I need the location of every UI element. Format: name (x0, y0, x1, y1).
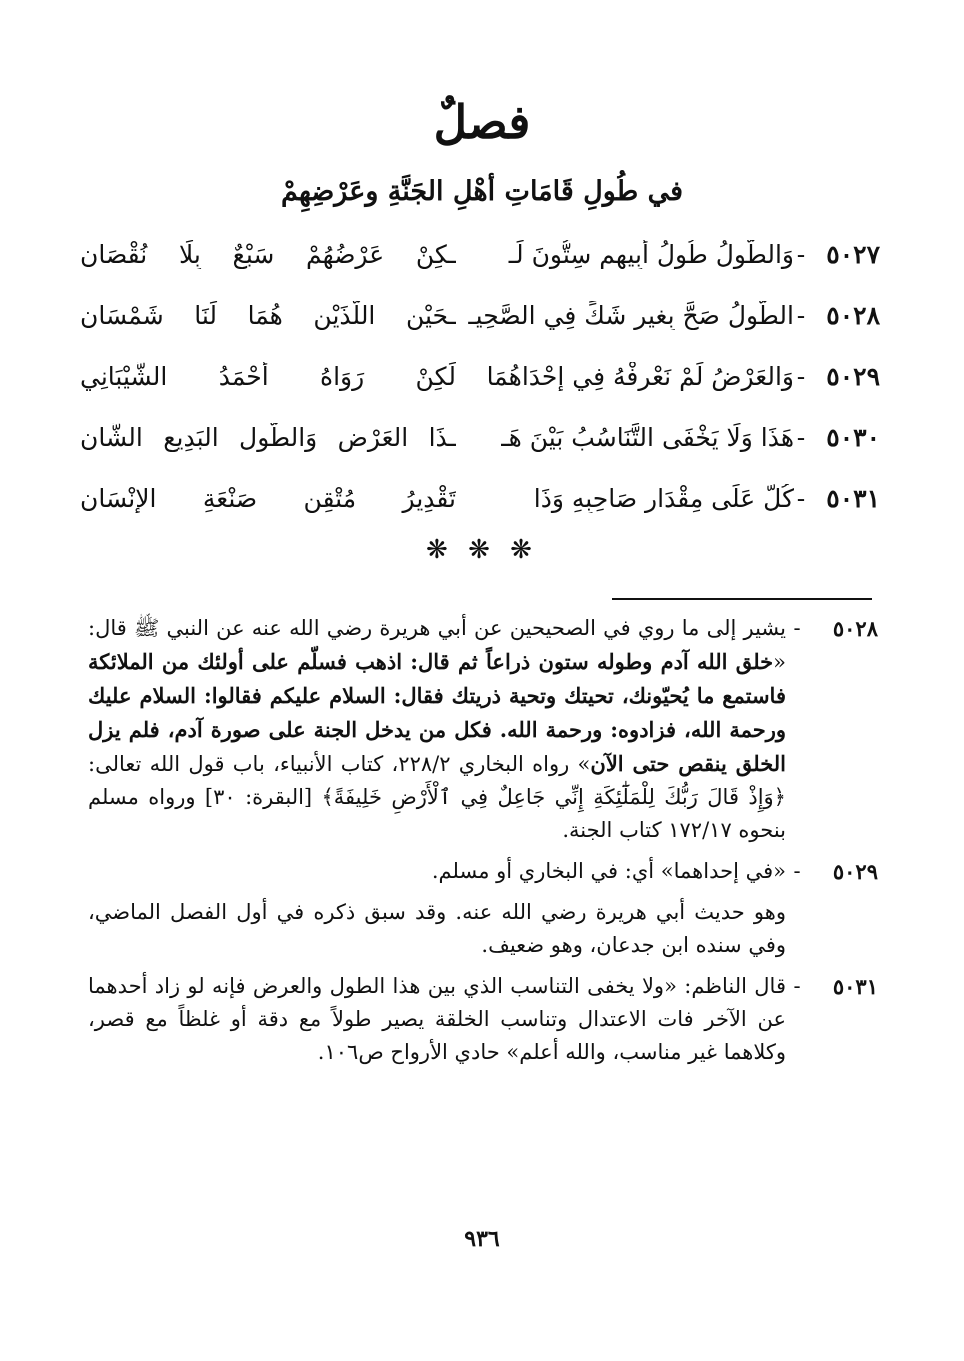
verse-first-hemistich: كُلٌّ عَلَى مِقْدَارِ صَاحِبِهِ وَذَا (533, 484, 794, 513)
verse-dash: - (796, 423, 806, 452)
verse-dash: - (796, 484, 806, 513)
footnote-item (88, 612, 878, 847)
verse-dash: - (796, 240, 806, 269)
section-separator: ❋ ❋ ❋ (426, 535, 538, 565)
verse-line (80, 224, 880, 285)
verse-dash: - (796, 362, 806, 391)
footnote-body (88, 612, 786, 847)
verse-line (80, 407, 880, 468)
section-heading: فصلٌ (433, 95, 531, 149)
verse-number: ٥٠٢٩ (826, 362, 880, 391)
footnote-intro: يشير إلى ما روي في الصحيحين عن أبي هريرة رضي الله عنه عن النبي ﷺ قال: « (88, 616, 786, 674)
verse-number: ٥٠٣٠ (826, 423, 880, 452)
verse-dash: - (796, 301, 806, 330)
verse-second-hemistich: ـكِنْ عَرْضُهُمْ سَبْعٌ بِلَا نُقْصَانِ (80, 240, 456, 269)
chapter-title: في طُولِ قَامَاتِ أهْلِ الجَنَّةِ وعَرْضِهِمْ (280, 176, 684, 207)
footnote-dash: - (793, 859, 801, 883)
verse-second-hemistich: لَكِنْ رَوَاهُ أَحْمَدُ الشَّيْبَانِي (80, 362, 456, 391)
verse-number: ٥٠٣١ (826, 484, 880, 513)
footnote-dash: - (793, 974, 801, 998)
footnote-number: ٥٠٢٩ (832, 859, 878, 884)
verse-first-hemistich: الطُّولُ صَحَّ بِغيرِ شَكٍّ فِي الصَّحِيـ (468, 301, 794, 330)
footnote-item (88, 970, 878, 1069)
verse-first-hemistich: وَالعَرْضُ لَمْ نَعْرِفْهُ فِي إِحْدَاهُمَا (486, 362, 794, 391)
footnote-number: ٥٠٣١ (832, 974, 878, 999)
verse-second-hemistich: ـذَا العَرْضِ وَالطُّولِ البَدِيعِ الشَّانِ (80, 423, 456, 452)
verse-second-hemistich: تَقْدِيرُ مُتْقِنِ صَنْعَةِ الإِنْسَانِ (80, 484, 456, 513)
footnote-divider (612, 598, 872, 600)
footnotes (88, 612, 878, 1077)
verse-first-hemistich: هَذَا وَلَا يَخْفَى التَّنَاسُبُ بَيْنَ هَـ (501, 423, 794, 452)
footnote-reference: » رواه البخاري ٢٢٨/٢، كتاب الأنبياء، باب قول الله تعالى: ﴿وَإِذْ قَالَ رَبُّكَ لِلْمَلَٰٓئِكَةِ إِنِّي جَاعِلٌ فِي ٱلْأَرْضِ خَلِيفَةً﴾ [البقرة: ٣٠] ورواه مسلم بنحوه ١٧٢/١٧ كتاب الجنة. (88, 752, 786, 842)
verse-line (80, 468, 880, 529)
verse-first-hemistich: وَالطُّولُ طُولُ أَبِيهِمِ سِتُّونَ لَـ (508, 240, 794, 269)
footnote-body: «في إحداهما» أي: في البخاري أو مسلم. (431, 859, 786, 883)
verse-second-hemistich: ـحَيْنِ اللَّذَيْنِ هُمَا لَنَا شَمْسَانِ (80, 301, 456, 330)
page-number: ٩٣٦ (464, 1226, 500, 1252)
footnote-body: قال الناظم: «ولا يخفى التناسب الذي بين هذا الطول والعرض فإنه لو زاد أحدهما عن الآخر فات الاعتدال وتناسب الخلقة يصير طولاً مع دقة أو غلظاً مع قصر، وكلاهما غير مناسب، والله أعلم» حادي الأرواح ص١٠٦. (88, 974, 786, 1064)
footnote-continuation: وهو حديث أبي هريرة رضي الله عنه. وقد سبق ذكره في أول الفصل الماضي، وفي سنده ابن جدعان، وهو ضعيف. (88, 900, 786, 957)
verse-line (80, 285, 880, 346)
poem-verses (80, 224, 880, 529)
verse-number: ٥٠٢٧ (826, 240, 880, 269)
verse-line (80, 346, 880, 407)
footnote-hadith-text: خلق الله آدم وطوله ستون ذراعاً ثم قال: اذهب فسلّم على أولئك من الملائكة فاستمع ما يُحيّونك، تحيتك وتحية ذريتك فقال: السلام عليكم فقالوا: السلام عليك ورحمة الله، فزادوه: ورحمة الله. فكل من يدخل الجنة على صورة آدم، فلم يزل الخلق ينقص حتى الآن (88, 649, 786, 776)
footnote-item (88, 855, 878, 888)
verse-number: ٥٠٢٨ (826, 301, 880, 330)
footnote-dash: - (793, 616, 801, 640)
footnote-number: ٥٠٢٨ (832, 616, 878, 641)
